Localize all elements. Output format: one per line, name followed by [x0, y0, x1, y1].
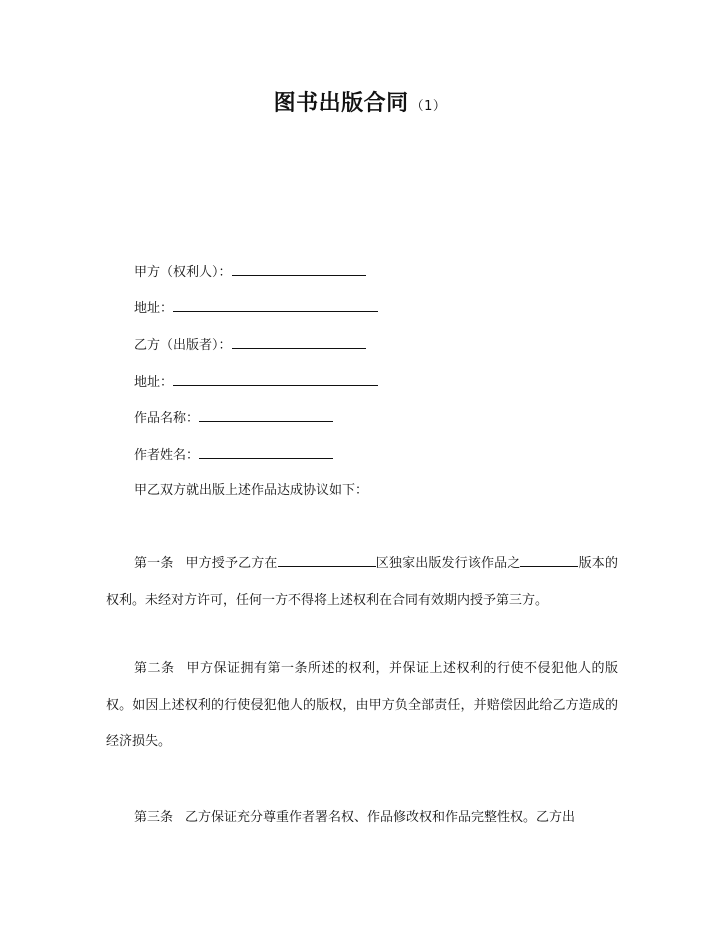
work-title-blank [199, 407, 333, 422]
article-1-region-blank [278, 552, 376, 567]
title-suffix: （1） [410, 99, 447, 114]
party-a-address-blank [173, 297, 378, 312]
party-b-label: 乙方（出版者）： [134, 338, 232, 353]
article-3-text: 乙方保证充分尊重作者署名权、作品修改权和作品完整性权。乙方出 [185, 810, 576, 825]
work-title-label: 作品名称： [134, 411, 200, 426]
intro-text: 甲乙双方就出版上述作品达成协议如下： [134, 483, 369, 498]
party-b-field [134, 334, 366, 354]
article-3-clause: 第三条 [134, 810, 174, 825]
author-name-blank [199, 444, 333, 459]
article-1-text-a: 甲方授予乙方在 [185, 556, 278, 571]
article-2 [106, 651, 618, 761]
party-b-address-field [134, 371, 378, 391]
author-name-label: 作者姓名： [134, 448, 200, 463]
party-a-address-label: 地址： [134, 301, 174, 316]
article-1-version-blank [520, 552, 578, 567]
article-1 [106, 546, 618, 619]
party-a-field [134, 261, 366, 281]
article-1-text-b: 区独家出版发行该作品之 [375, 556, 521, 571]
article-1-text-c: 版本的权利。未经对方许可，任何一方不得将上述权利在合同有效期内授予第三方。 [106, 556, 618, 608]
party-b-address-label: 地址： [134, 375, 174, 390]
document-title [0, 86, 720, 117]
party-a-address-field [134, 297, 378, 317]
party-b-address-blank [173, 371, 378, 386]
party-a-label: 甲方（权利人）： [134, 265, 232, 280]
title-text: 图书出版合同 [273, 91, 409, 116]
party-a-blank [232, 261, 366, 276]
party-b-blank [232, 334, 366, 349]
author-name-field [134, 444, 333, 464]
work-title-field [134, 407, 333, 427]
article-2-text: 甲方保证拥有第一条所述的权利，并保证上述权利的行使不侵犯他人的版权。如因上述权利的行使侵犯他人的版权，由甲方负全部责任，并赔偿因此给乙方造成的经济损失。 [106, 661, 618, 749]
article-3 [106, 800, 618, 837]
article-2-clause: 第二条 [134, 661, 175, 676]
article-1-clause: 第一条 [134, 556, 174, 571]
